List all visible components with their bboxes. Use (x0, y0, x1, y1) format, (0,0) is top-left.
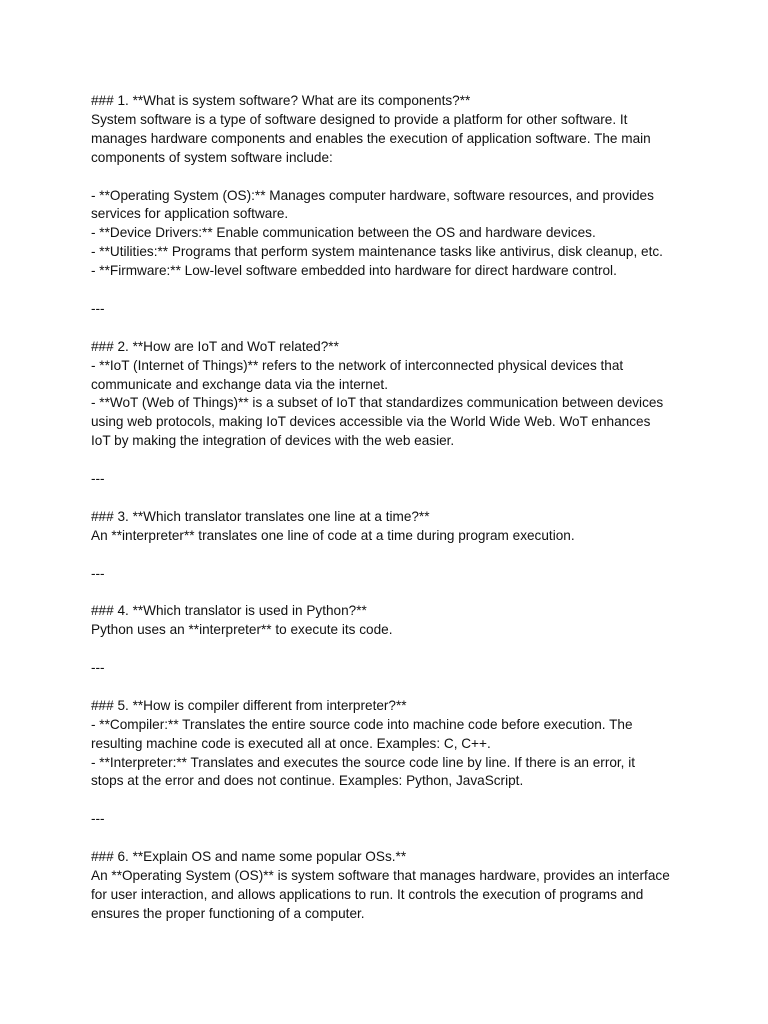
text-line: System software is a type of software designed to provide a platform for other software. It (91, 111, 628, 127)
blank-line (91, 489, 691, 508)
list-item: - **Device Drivers:** Enable communication between the OS and hardware devices. (91, 225, 596, 241)
question-2-heading: ### 2. **How are IoT and WoT related?** (91, 338, 339, 354)
text-line: communicate and exchange data via the internet. (91, 376, 388, 392)
question-3-heading: ### 3. **Which translator translates one line at a time?** (91, 508, 430, 524)
blank-line (91, 583, 691, 602)
section-separator: --- (91, 300, 105, 316)
text-line: resulting machine code is executed all at once. Examples: C, C++. (91, 735, 491, 751)
question-4-heading: ### 4. **Which translator is used in Python?** (91, 603, 367, 619)
blank-line (91, 640, 691, 659)
text-line: for user interaction, and allows applications to run. It controls the execution of programs and (91, 886, 644, 902)
list-item: - **Operating System (OS):** Manages computer hardware, software resources, and provides (91, 187, 654, 203)
list-item: - **WoT (Web of Things)** is a subset of IoT that standardizes communication between devices (91, 395, 664, 411)
question-1-heading: ### 1. **What is system software? What are its components?** (91, 93, 471, 108)
text-line: using web protocols, making IoT devices accessible via the World Wide Web. WoT enhances (91, 414, 651, 430)
list-item: - **IoT (Internet of Things)** refers to the network of interconnected physical devices that (91, 357, 624, 373)
text-line: components of system software include: (91, 149, 333, 165)
document-body (91, 92, 691, 924)
question-6-heading: ### 6. **Explain OS and name some popular OSs.** (91, 849, 407, 865)
question-5-heading: ### 5. **How is compiler different from interpreter?** (91, 697, 407, 713)
text-line: services for application software. (91, 206, 289, 222)
list-item: - **Interpreter:** Translates and executes the source code line by line. If there is an error, it (91, 754, 636, 770)
list-item: - **Utilities:** Programs that perform system maintenance tasks like antivirus, disk cleanup, etc. (91, 244, 663, 260)
section-separator: --- (91, 660, 105, 676)
blank-line (91, 281, 691, 300)
text-line: ensures the proper functioning of a computer. (91, 905, 365, 921)
section-separator: --- (91, 565, 105, 581)
section-separator: --- (91, 471, 105, 487)
list-item: - **Firmware:** Low-level software embedded into hardware for direct hardware control. (91, 263, 617, 279)
blank-line (91, 319, 691, 338)
text-line: An **Operating System (OS)** is system software that manages hardware, provides an interface (91, 867, 670, 883)
text-line: stops at the error and does not continue. Examples: Python, JavaScript. (91, 773, 524, 789)
blank-line (91, 791, 691, 810)
blank-line (91, 678, 691, 697)
blank-line (91, 546, 691, 565)
text-line: manages hardware components and enables the execution of application software. The main (91, 130, 651, 146)
blank-line (91, 451, 691, 470)
list-item: - **Compiler:** Translates the entire source code into machine code before execution. The (91, 716, 633, 732)
text-line: Python uses an **interpreter** to execute its code. (91, 622, 393, 638)
blank-line (91, 168, 691, 187)
blank-line (91, 829, 691, 848)
text-line: An **interpreter** translates one line of code at a time during program execution. (91, 527, 575, 543)
text-line: IoT by making the integration of devices with the web easier. (91, 433, 455, 449)
section-separator: --- (91, 811, 105, 827)
